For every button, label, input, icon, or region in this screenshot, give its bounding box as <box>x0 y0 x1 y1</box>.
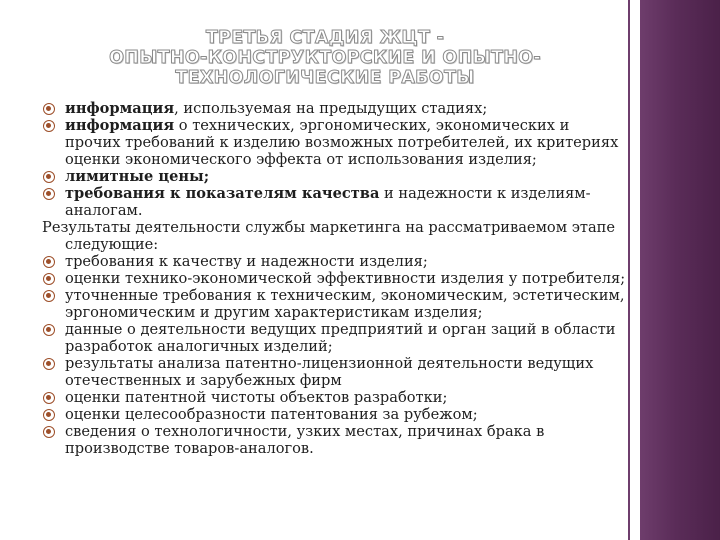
list-item <box>42 406 628 423</box>
list-item <box>42 270 628 287</box>
target-bullet-icon <box>43 273 55 285</box>
item-text: оценки целесообразности патентования за рубежом; <box>65 406 478 423</box>
target-bullet-icon <box>43 171 55 183</box>
item-text: и надежности к изделиям-аналогам. <box>65 185 591 219</box>
item-text: уточненные требования к техническим, экономическим, эстетическим, эргономическим и другим характеристикам изделия; <box>65 287 625 321</box>
list-item <box>42 117 628 168</box>
slide-title <box>60 28 590 88</box>
list-item <box>42 355 628 389</box>
item-text: данные о деятельности ведущих предприятий и орган заций в области разработок аналогичных изделий; <box>65 321 616 355</box>
title-line: ТЕХНОЛОГИЧЕСКИЕ РАБОТЫ <box>175 68 475 88</box>
results-intro: Результаты деятельности службы маркетинга на рассматриваемом этапе следующие: <box>42 219 616 253</box>
list-item <box>42 423 628 457</box>
item-text: о технических, эргономических, экономических и прочих требований к изделию возможных потребителей, их критериях оценки экономического эффекта от использования изделия; <box>65 117 619 168</box>
item-bold-term: информация <box>65 117 175 134</box>
target-bullet-icon <box>43 358 55 370</box>
item-bold-term: требования к показателям качества <box>65 185 380 202</box>
target-bullet-icon <box>43 188 55 200</box>
item-bold-term: лимитные цены; <box>65 168 210 185</box>
list-item <box>42 287 628 321</box>
target-bullet-icon <box>43 426 55 438</box>
title-line: ТРЕТЬЯ СТАДИЯ ЖЦТ - <box>205 28 445 48</box>
list-item <box>42 185 628 219</box>
list-item <box>42 389 628 406</box>
target-bullet-icon <box>43 392 55 404</box>
list-item <box>42 100 628 117</box>
sidebar-divider <box>628 0 630 540</box>
item-text: оценки патентной чистоты объектов разработки; <box>65 389 448 406</box>
item-bold-term: информация <box>65 100 175 117</box>
target-bullet-icon <box>43 256 55 268</box>
item-text: результаты анализа патентно-лицензионной деятельности ведущих отечественных и зарубежных фирм <box>65 355 594 389</box>
title-line: ОПЫТНО-КОНСТРУКТОРСКИЕ И ОПЫТНО- <box>109 48 541 68</box>
decorative-sidebar <box>640 0 720 540</box>
list-item <box>42 168 628 185</box>
item-text: требования к качеству и надежности изделия; <box>65 253 428 270</box>
list-item <box>42 321 628 355</box>
list-item <box>42 253 628 270</box>
target-bullet-icon <box>43 324 55 336</box>
target-bullet-icon <box>43 120 55 132</box>
item-text: сведения о технологичности, узких местах, причинах брака в производстве товаров-аналогов. <box>65 423 545 457</box>
target-bullet-icon <box>43 409 55 421</box>
target-bullet-icon <box>43 103 55 115</box>
slide-body <box>42 100 628 457</box>
item-text: оценки технико-экономической эффективности изделия у потребителя; <box>65 270 626 287</box>
item-text: , используемая на предыдущих стадиях; <box>174 100 488 117</box>
target-bullet-icon <box>43 290 55 302</box>
